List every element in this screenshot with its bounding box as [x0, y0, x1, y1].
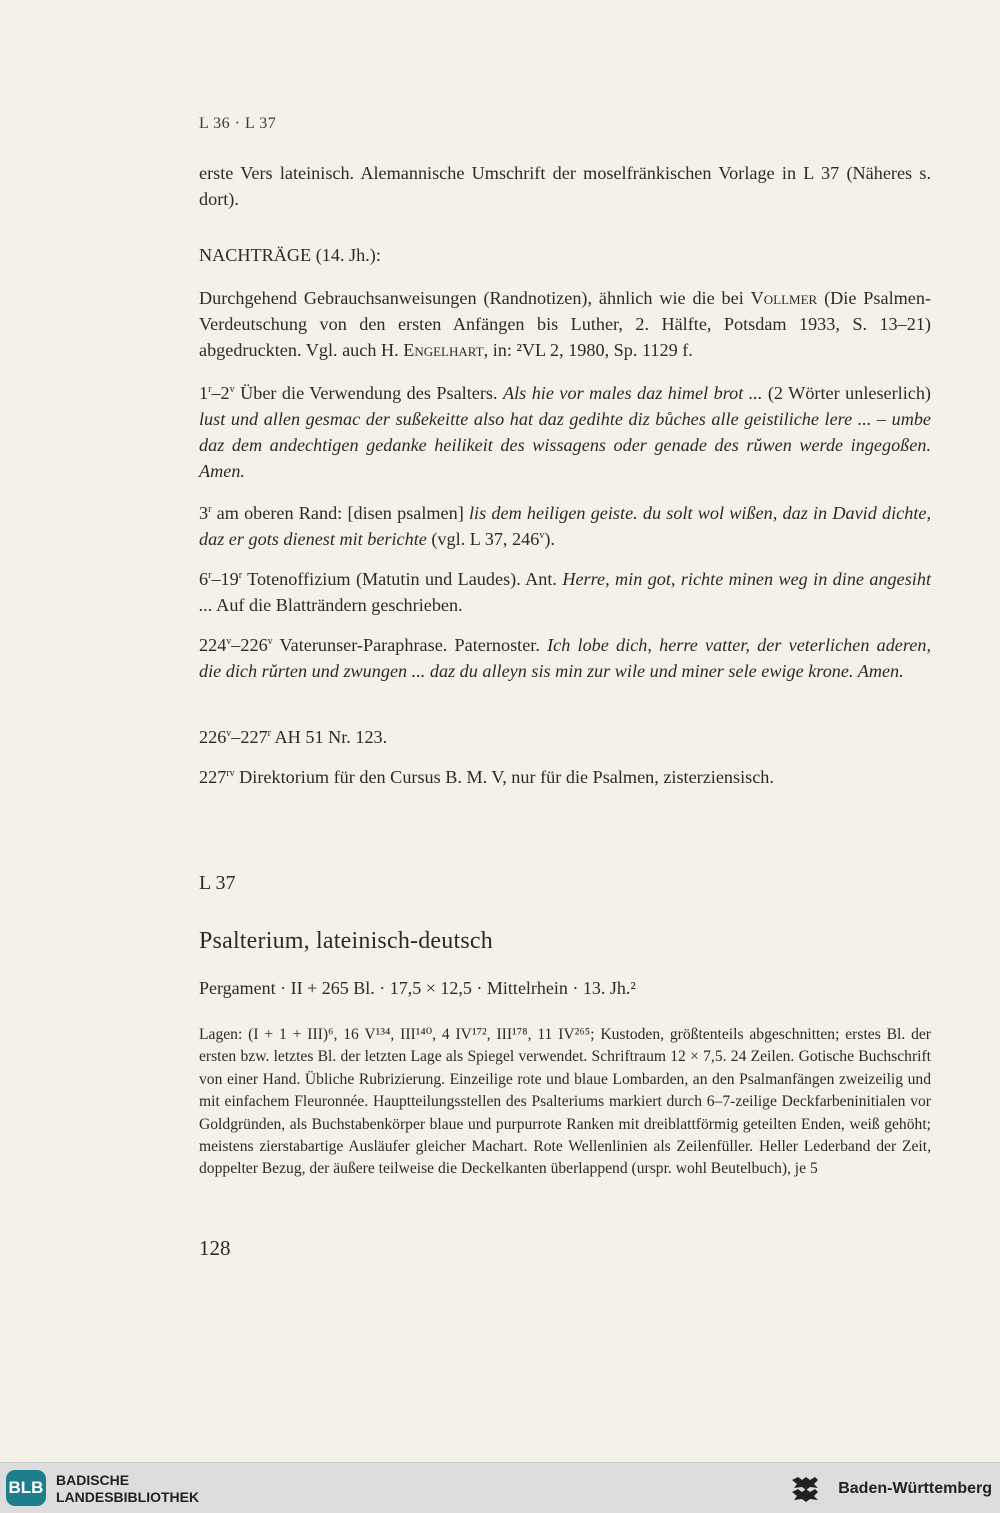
- folio-ref: 19: [220, 569, 239, 589]
- folio-sep: –: [211, 383, 221, 403]
- state-name: Baden-Württemberg: [838, 1480, 992, 1497]
- folio-sep: –: [231, 727, 241, 747]
- author-vollmer: Vollmer: [750, 288, 818, 308]
- folio-side: v: [226, 727, 232, 739]
- folio-ref: 227: [240, 727, 268, 747]
- section-id: L 37: [199, 872, 236, 894]
- entry-text: Über die Verwendung des Psalters.: [234, 383, 503, 403]
- library-name[interactable]: [56, 1472, 199, 1506]
- entry-3r: [199, 500, 931, 552]
- entry-text: Auf die Blatträndern geschrieben.: [212, 595, 463, 615]
- section-description: Lagen: (I + 1 + III)⁶, 16 V¹³⁴, III¹⁴⁰, 4 IV¹⁷², III¹⁷⁸, 11 IV²⁶⁵; Kustoden, größtenteils abgeschnitten; erstes Bl. der ersten bzw. letztes Bl. der letzten Lage als Spiegel verwendet. Schriftraum 12 × 7,5. 24 Zeilen. Gotische Buchschrift von einer Hand. Übliche Rubrizierung. Einzeilige rote und blaue Lombarden, an den Psalmanfängen zweizeilig und mit einfachem Fleuronnée. Hauptteilungsstellen des Psalteriums markiert durch 6–7-zeilige Deckfarbeninitialen vor Goldgründen, als Buchstabenkörper blaue und purpurrote Ranken mit dreiblattförmig geteilten Enden, weiß gehöht; meistens zierstabartige Ausläufer gleicher Machart. Rote Wellenlinien als Zeilenfüller. Heller Lederband der Zeit, doppelter Bezug, der äußere teilweise die Deckelkanten überlappend (urspr. wohl Beutelbuch), je 5: [199, 1026, 931, 1178]
- folio-sep: –: [231, 635, 241, 655]
- folio-side: v: [226, 635, 232, 647]
- entry-text: Direktorium für den Cursus B. M. V, nur für die Psalmen, zisterziensisch.: [234, 767, 774, 787]
- folio-side: r: [267, 727, 271, 739]
- entry-quote: Ich lobe dich, herre vatter, der veterlichen aderen, die dich rǔrten und zwungen ... daz du alleyn sis min zur wile und miner sele ewige krone. Amen.: [199, 635, 931, 681]
- entry-text: Vaterunser-Paraphrase. Paternoster.: [272, 635, 548, 655]
- folio-ref: 1: [199, 383, 209, 403]
- entry-quote: Herre, min got, richte minen weg in dine angesiht ...: [199, 569, 932, 615]
- entry-227rv: [199, 764, 931, 790]
- entry-224v-226v: [199, 632, 931, 684]
- entry-quote: lis dem heiligen geiste. du solt wol wißen, daz in David dichte, daz er gots dienest mit berichte: [199, 503, 931, 549]
- folio-side: v: [229, 383, 235, 395]
- folio-side: r: [238, 569, 243, 581]
- author-engelhart: Engelhart: [403, 340, 484, 360]
- folio-side: v: [267, 635, 273, 647]
- nachtraege-paragraph: [199, 285, 931, 363]
- intro-paragraph: erste Vers lateinisch. Alemannische Umschrift der moselfränkischen Vorlage in L 37 (Näheres s. dort).: [199, 163, 931, 209]
- footer-bar: [0, 1462, 1000, 1513]
- nachtraege-text-c: , in: ²VL 2, 1980, Sp. 1129 f.: [483, 340, 693, 360]
- folio-ref: 227: [199, 767, 227, 787]
- folio-side: v: [539, 529, 545, 541]
- folio-ref: 6: [199, 569, 209, 589]
- entry-text: am oberen Rand: [disen psalmen]: [211, 503, 469, 523]
- folio-ref: 226: [240, 635, 268, 655]
- section-subtitle: Pergament · II + 265 Bl. · 17,5 × 12,5 · Mittelrhein · 13. Jh.²: [199, 978, 636, 998]
- folio-side: r: [208, 503, 212, 515]
- nachtraege-heading: NACHTRÄGE (14. Jh.):: [199, 245, 381, 265]
- entry-1r-2v: [199, 380, 931, 484]
- folio-side: r: [208, 383, 212, 395]
- folio-side: r: [208, 569, 212, 581]
- entry-6r-19r: [199, 566, 931, 618]
- page-number: 128: [199, 1236, 231, 1260]
- coat-of-arms-icon: [788, 1474, 822, 1504]
- nachtraege-text-a: Durchgehend Gebrauchsanweisungen (Randnotizen), ähnlich wie die bei: [199, 288, 751, 308]
- section-title: Psalterium, lateinisch-deutsch: [199, 928, 493, 954]
- folio-ref: 226: [199, 727, 227, 747]
- nachtraege-text-b: (Die Psalmen-Verdeutschung von den ersten Anfängen bis Luther, 2. Hälfte, Potsdam 1933, S. 13–21) abgedruckten. Vgl. auch H.: [199, 288, 931, 360]
- running-head: L 36 · L 37: [199, 115, 277, 132]
- folio-ref: 2: [220, 383, 230, 403]
- library-name-line2: LANDESBIBLIOTHEK: [56, 1489, 200, 1505]
- state-brand[interactable]: [782, 1474, 992, 1504]
- entry-text: Totenoffizium (Matutin und Laudes). Ant.: [242, 569, 563, 589]
- folio-ref: 3: [199, 503, 209, 523]
- entry-quote: Als hie vor males daz himel brot ...: [503, 383, 763, 403]
- entry-quote: lust und allen gesmac der sußekeitte also hat daz gedihte diz bůches alle geistiliche lere ... – umbe daz dem andechtigen gedanke heilikeit des wissagens oder genade des rǔwen werde ingegoßen. Amen.: [199, 409, 931, 481]
- entry-text: (vgl. L 37, 246: [426, 529, 540, 549]
- library-name-line1: BADISCHE: [56, 1472, 130, 1488]
- entry-text: (2 Wörter unleserlich): [762, 383, 931, 403]
- entry-text: ).: [544, 529, 555, 549]
- folio-ref: 224: [199, 635, 227, 655]
- entry-226v-227r: [199, 724, 931, 750]
- folio-side: rv: [226, 767, 235, 779]
- blb-logo[interactable]: BLB: [6, 1470, 46, 1506]
- folio-sep: –: [211, 569, 221, 589]
- entry-text: AH 51 Nr. 123.: [271, 727, 388, 747]
